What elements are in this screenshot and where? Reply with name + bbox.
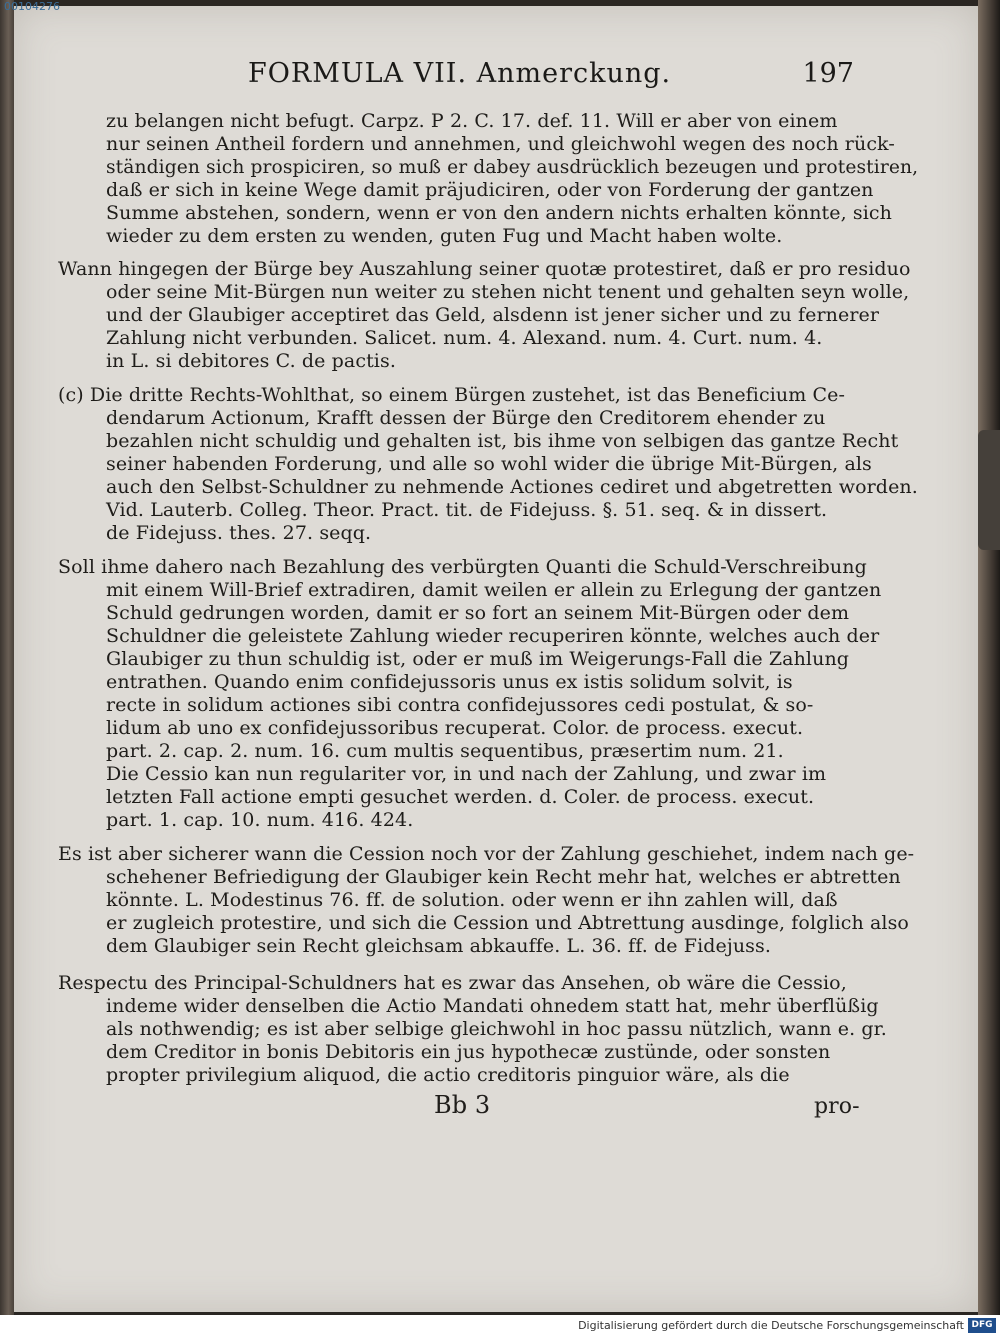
catchword: pro- [814,1094,860,1119]
text-line: Es ist aber sicherer wann die Cession noch vor der Zahlung geschiehet, indem nach ge- [58,843,915,865]
archive-code: 00104276 [4,0,60,13]
text-line: ständigen sich prospiciren, so muß er dabey ausdrücklich bezeugen und protestiren, [106,156,919,178]
text-line: daß er sich in keine Wege damit präjudiciren, oder von Forderung der gantzen [106,179,874,201]
text-line: Summe abstehen, sondern, wenn er von den andern nichts erhalten könnte, sich [106,202,892,224]
text-line: Vid. Lauterb. Colleg. Theor. Pract. tit. de Fidejuss. §. 51. seq. & in dissert. [106,499,828,521]
text-line: part. 1. cap. 10. num. 416. 424. [106,809,414,831]
page-fore-edge [978,0,1000,1315]
text-line: könnte. L. Modestinus 76. ff. de solution. oder wenn er ihn zahlen will, daß [106,889,838,911]
text-line: entrathen. Quando enim confidejussoris unus ex istis solidum solvit, is [106,671,793,693]
text-line: Glaubiger zu thun schuldig ist, oder er muß im Weigerungs-Fall die Zahlung [106,648,850,670]
text-line: propter privilegium aliquod, die actio creditoris pinguior wäre, als die [106,1064,790,1086]
bookmark-tab [978,430,1000,550]
text-line: seiner habenden Forderung, und alle so wohl wider die übrige Mit-Bürgen, als [106,453,872,475]
text-line: mit einem Will-Brief extradiren, damit weilen er allein zu Erlegung der gantzen [106,579,882,601]
text-line: dem Glaubiger sein Recht gleichsam abkauffe. L. 36. ff. de Fidejuss. [106,935,772,957]
dfg-logo-icon: DFG [968,1318,996,1333]
text-line: indeme wider denselben die Actio Mandati ohnedem statt hat, mehr überflüßig [106,995,879,1017]
text-line: wieder zu dem ersten zu wenden, guten Fug und Macht haben wolte. [106,225,783,247]
text-line: de Fidejuss. thes. 27. seqq. [106,522,372,544]
text-line: auch den Selbst-Schuldner zu nehmende Actiones cediret und abgetretten worden. [106,476,918,498]
running-title: FORMULA VII. Anmerckung. [248,58,672,89]
footer-credit: Digitalisierung gefördert durch die Deutsche Forschungsgemeinschaft [578,1319,964,1332]
text-line: dem Creditor in bonis Debitoris ein jus hypothecæ zustünde, oder sonsten [106,1041,831,1063]
text-line: nur seinen Antheil fordern und annehmen, und gleichwohl wegen des noch rück- [106,133,895,155]
text-line: schehener Befriedigung der Glaubiger kein Recht mehr hat, welches er abtretten [106,866,901,888]
text-line: Schuldner die geleistete Zahlung wieder recuperiren könnte, welches auch der [106,625,880,647]
digitization-footer [0,1315,1000,1337]
text-line: zu belangen nicht befugt. Carpz. P 2. C. 17. def. 11. Will er aber von einem [106,110,838,132]
text-line: bezahlen nicht schuldig und gehalten ist, bis ihme von selbigen das gantze Recht [106,430,899,452]
text-line: part. 2. cap. 2. num. 16. cum multis sequentibus, præsertim num. 21. [106,740,784,762]
text-line: Zahlung nicht verbunden. Salicet. num. 4. Alexand. num. 4. Curt. num. 4. [106,327,823,349]
text-line: dendarum Actionum, Krafft dessen der Bürge den Creditorem ehender zu [106,407,826,429]
text-line: recte in solidum actiones sibi contra confidejussores cedi postulat, & so- [106,694,814,716]
text-line: Wann hingegen der Bürge bey Auszahlung seiner quotæ protestiret, daß er pro residuo [58,258,911,280]
text-line: Die Cessio kan nun regulariter vor, in und nach der Zahlung, und zwar im [106,763,827,785]
text-line: und der Glaubiger acceptiret das Geld, alsdenn ist jener sicher und zu fernerer [106,304,880,326]
text-line: in L. si debitores C. de pactis. [106,350,396,372]
text-line: als nothwendig; es ist aber selbige gleichwohl in hoc passu nützlich, wann e. gr. [106,1018,887,1040]
text-line: lidum ab uno ex confidejussoribus recuperat. Color. de process. execut. [106,717,804,739]
text-line: Soll ihme dahero nach Bezahlung des verbürgten Quanti die Schuld-Verschreibung [58,556,867,578]
page-number: 197 [802,58,854,89]
signature-mark: Bb 3 [434,1091,491,1119]
text-line: er zugleich protestire, und sich die Cession und Abtrettung ausdinge, folglich also [106,912,909,934]
text-line: Respectu des Principal-Schuldners hat es zwar das Ansehen, ob wäre die Cessio, [58,972,847,994]
page-body [14,104,978,1204]
text-line: oder seine Mit-Bürgen nun weiter zu stehen nicht tenent und gehalten seyn wolle, [106,281,910,303]
page-header [14,58,978,98]
text-line: (c) Die dritte Rechts-Wohlthat, so einem Bürgen zustehet, ist das Beneficium Ce- [58,384,845,406]
text-line: letzten Fall actione empti gesuchet werden. d. Coler. de process. execut. [106,786,815,808]
book-spine [0,0,14,1315]
text-line: Schuld gedrungen worden, damit er so fort an seinem Mit-Bürgen oder dem [106,602,850,624]
